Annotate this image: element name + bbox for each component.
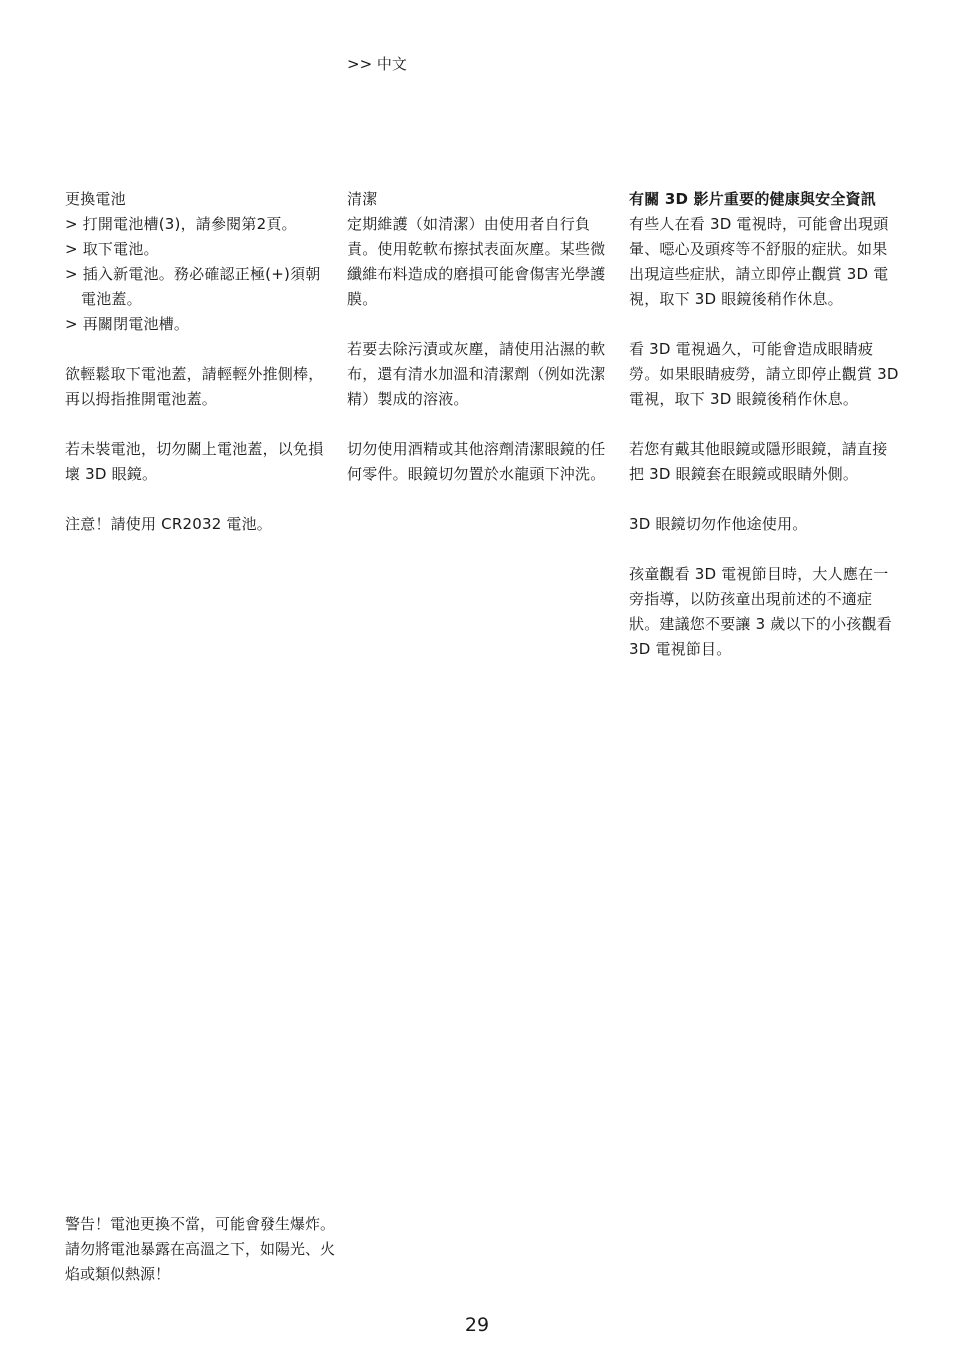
cleaning-paragraph: 定期維護（如清潔）由使用者自行負責。使用乾軟布擦拭表面灰塵。某些微纖維布料造成的磨損可能會傷害光學護膜。 [347,215,606,308]
health-paragraph: 孩童觀看 3D 電視節目時，大人應在一旁指導，以防孩童出現前述的不適症狀。建議您不要讓 3 歲以下的小孩觀看 3D 電視節目。 [629,565,892,658]
health-paragraph: 看 3D 電視過久，可能會造成眼睛疲勞。如果眼睛疲勞，請立即停止觀賞 3D 電視，取下 3D 眼鏡後稍作休息。 [629,340,899,408]
battery-step: > 取下電池。 [65,240,159,258]
language-label: >> 中文 [347,55,407,73]
cleaning-paragraph: 若要去除污漬或灰塵，請使用沾濕的軟布，還有清水加溫和清潔劑（例如洗潔精）製成的溶液。 [347,340,606,408]
battery-heading: 更換電池 [65,190,126,208]
battery-replacement-section [65,187,329,562]
health-paragraph: 3D 眼鏡切勿作他途使用。 [629,515,808,533]
health-paragraph: 有些人在看 3D 電視時，可能會出現頭暈、噁心及頭疼等不舒服的症狀。如果出現這些症狀，請立即停止觀賞 3D 電視，取下 3D 眼鏡後稍作休息。 [629,215,889,308]
cleaning-heading: 清潔 [347,190,378,208]
health-safety-section [629,187,899,687]
battery-steps-list [65,212,329,337]
battery-step: > 打開電池槽(3)，請參閱第2頁。 [65,215,297,233]
health-paragraph: 若您有戴其他眼鏡或隱形眼鏡，請直接把 3D 眼鏡套在眼鏡或眼睛外側。 [629,440,888,483]
cleaning-paragraph: 切勿使用酒精或其他溶劑清潔眼鏡的任何零件。眼鏡切勿置於水龍頭下沖洗。 [347,440,606,483]
battery-paragraph: 若未裝電池，切勿關上電池蓋，以免損壞 3D 眼鏡。 [65,440,324,483]
battery-paragraph: 欲輕鬆取下電池蓋，請輕輕外推側棒，再以拇指推開電池蓋。 [65,365,324,408]
health-heading: 有關 3D 影片重要的健康與安全資訊 [629,190,876,208]
battery-step: > 再關閉電池槽。 [65,315,190,333]
cleaning-section [347,187,611,512]
battery-note: 注意！請使用 CR2032 電池。 [65,515,273,533]
page-number: 29 [464,1314,490,1336]
battery-warning: 警告！電池更換不當，可能會發生爆炸。請勿將電池暴露在高溫之下，如陽光、火焰或類似熱源！ [65,1215,336,1283]
battery-step: > 插入新電池。務必確認正極(+)須朝電池蓋。 [65,265,321,308]
